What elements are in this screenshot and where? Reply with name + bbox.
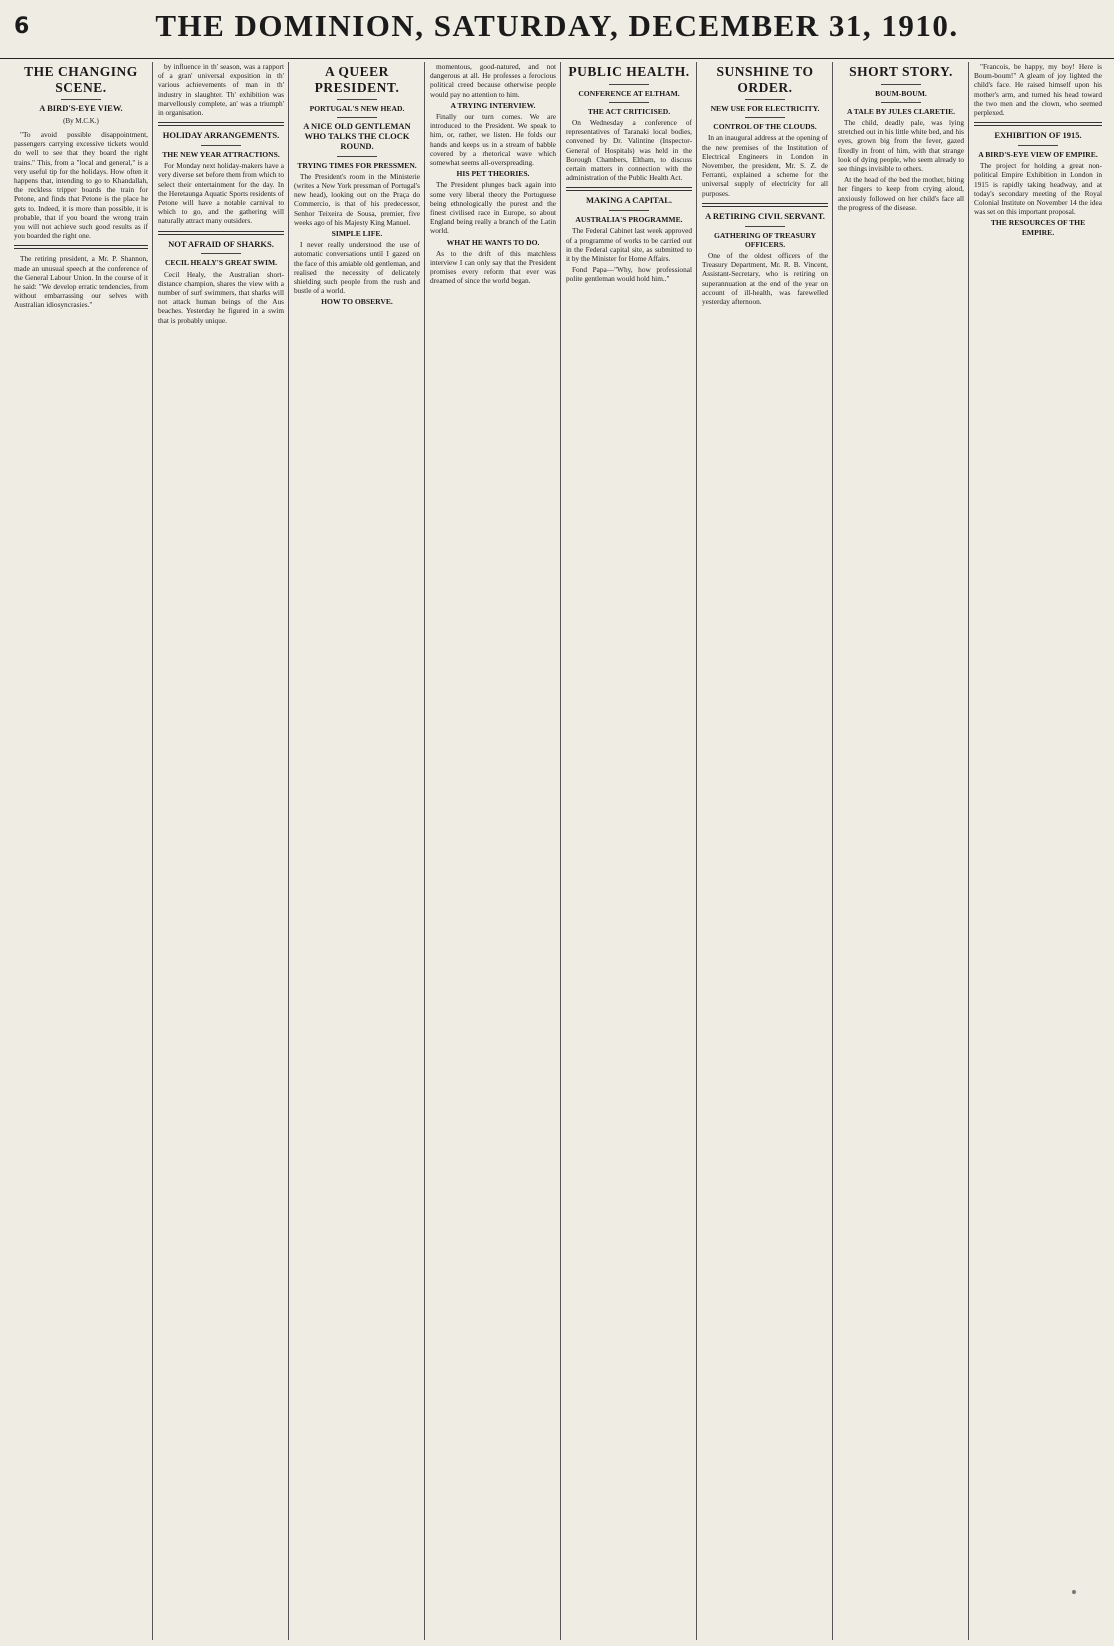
article-headline: A RETIRING CIVIL SERVANT. (705, 210, 825, 221)
article-paragraph: momentous, good-natured, and not dangerous at all. He professes a ferocious political creed because otherwise people would pay no attention to him. (430, 62, 556, 99)
section-heading: HOW TO OBSERVE. (321, 297, 393, 307)
article-paragraph: Cecil Healy, the Australian short-distance champion, shares the view with a number of surf swimmers, that sharks will not attack human beings of the Aus beaches. Yesterday he figured in a swim that is probably unique. (158, 269, 284, 325)
article-paragraph: The child, deadly pale, was lying stretched out in his little white bed, and his eyes, grown big from the fever, gazed fixedly in front of him, with that strange look of dying people, who seem already to see things invisible to others. (838, 117, 964, 173)
article-paragraph: The President plunges back again into some very liberal theory the Portuguese being ethnologically the purest and the finest civilised race in Europe, so about England being really a branch of the Latin world. (430, 180, 556, 236)
article-subheadline: CONFERENCE AT ELTHAM. (578, 88, 680, 98)
section-heading: HIS PET THEORIES. (456, 169, 530, 179)
column-rule (968, 62, 969, 1640)
column-rule (288, 62, 289, 1640)
article-headline: NOT AFRAID OF SHARKS. (168, 238, 274, 249)
article-subheadline: THE NEW YEAR ATTRACTIONS. (162, 149, 280, 159)
newspaper-title: THE DOMINION, SATURDAY, DECEMBER 31, 1910. (155, 8, 959, 43)
article-headline: MAKING A CAPITAL. (585, 195, 673, 206)
article-subheadline: A BIRD'S-EYE VIEW. (39, 103, 123, 114)
article-paragraph: I never really understood the use of automatic conversations until I gazed on the face of this amiable old gentleman, and realised the necessity of delicately shielding such people from the rush and bustle of a world. (294, 240, 420, 296)
article-paragraph: The Federal Cabinet last week approved of a programme of works to be carried out in the Federal capital site, as submitted to it by the Minister for Home Affairs. (566, 226, 692, 263)
column-rule (152, 62, 153, 1640)
article-headline: SHORT STORY. (849, 64, 953, 79)
article-headline: A QUEER PRESIDENT. (314, 64, 400, 95)
page-number: 6 (14, 14, 30, 39)
article-subheadline: A TALE BY JULES CLARETIE. (846, 106, 956, 116)
article-paragraph: Finally our turn comes. We are introduced to the President. We speak to him, or, rather, we listen. He folds our hands and keeps us in a stream of babble covered by a rhetorical wave which somewhat seems all-overspreading. (430, 112, 556, 168)
article-subheadline: GATHERING OF TREASURY OFFICERS. (713, 230, 817, 249)
section-heading: SIMPLE LIFE. (331, 228, 383, 238)
section-heading: WHAT HE WANTS TO DO. (446, 237, 540, 247)
article-paragraph: The retiring president, a Mr. P. Shannon, made an unusual speech at the conference of the General Labour Union. In the course of it he said: "We develop erratic tendencies, from without embarrassing our selves with Australian idiosyncrasies." (14, 254, 148, 310)
column-2 (158, 62, 284, 1640)
section-heading: A TRYING INTERVIEW. (450, 100, 536, 110)
article-subheadline: A NICE OLD GENTLEMAN WHO TALKS THE CLOCK ROUND. (303, 121, 411, 151)
column-rule (424, 62, 425, 1640)
article-subheadline: CECIL HEALY'S GREAT SWIM. (164, 258, 278, 268)
article-subheadline: A BIRD'S-EYE VIEW OF EMPIRE. (978, 149, 1098, 159)
article-paragraph: "Francois, be happy, my boy! Here is Boum-boum!" A gleam of joy lighted the child's face. He raised himself upon his mother's arm, and turned his head toward the two men and the clown, who seemed perplexed. (974, 62, 1102, 118)
article-headline: EXHIBITION OF 1915. (994, 130, 1082, 141)
column-6 (702, 62, 828, 1640)
article-subheadline: PORTUGAL'S NEW HEAD. (309, 104, 405, 114)
column-5 (566, 62, 692, 1640)
article-subheadline: BOUM-BOUM. (875, 88, 927, 98)
article-byline: (By M.C.K.) (63, 116, 99, 125)
article-paragraph: The President's room in the Ministerie (writes a New York pressman of Portugal's new head), looking out on the Praça do Commercio, is that of his predecessor, Senhor Teixeira de Sousa, premier, five weeks ago of his Majesty King Manuel. (294, 171, 420, 227)
article-paragraph: One of the oldest officers of the Treasury Department, Mr. R. B. Vincent, Assistant-Secretary, who is retiring on superannuation at the end of the year on account of ill-health, was farewelled yesterday afternoon. (702, 251, 828, 307)
article-paragraph: In an inaugural address at the opening of the new premises of the Institution of Electrical Engineers in London in November, the president, Mr. S. Z. de Ferranti, explained a scheme for the universal supply of electricity for all purposes. (702, 133, 828, 198)
column-rule (560, 62, 561, 1640)
article-headline: THE CHANGING SCENE. (24, 64, 138, 95)
article-subheadline: THE ACT CRITICISED. (587, 106, 671, 116)
article-subheadline: NEW USE FOR ELECTRICITY. (710, 104, 820, 114)
article-paragraph: As to the drift of this matchless interview I can only say that the President promises every reform that ever was dreamed of since the world began. (430, 248, 556, 286)
section-heading: THE RESOURCES OF THE EMPIRE. (990, 218, 1086, 237)
article-subheadline: AUSTRALIA'S PROGRAMME. (575, 215, 683, 225)
article-subheadline: CONTROL OF THE CLOUDS. (713, 122, 817, 132)
article-subheadline: TRYING TIMES FOR PRESSMEN. (297, 160, 417, 170)
column-1 (14, 62, 148, 1640)
article-paragraph: At the head of the bed the mother, biting her fingers to keep from crying aloud, anxiously followed on her child's face all the progress of the disease. (838, 175, 964, 212)
article-paragraph: The project for holding a great non-political Empire Exhibition in London in 1915 is rapidly taking headway, and at today's secondary meeting of the Royal Colonial Institute on November 14 the idea was set on this important proposal. (974, 161, 1102, 217)
article-headline: PUBLIC HEALTH. (568, 64, 690, 79)
article-paragraph: On Wednesday a conference of representatives of Taranaki local bodies, convened by Dr. Valintine (Inspector-General of Hospitals) was held in the Borough Chambers, Eltham, to discuss certain matters in connection with the administration of the Public Health Act. (566, 117, 692, 183)
column-4 (430, 62, 556, 1640)
article-paragraph: "To avoid possible disappointment, passengers carrying excessive tickets would do well to see that they board the right trains." This, from a "local and general," is a very useful tip for the holidays. How often it happens that, intending to go to Khandallah, the reckless tripper boards the train for Petone, and finds that Petone is the place he gets to. Indeed, it is more than possible, it is probable, that if you board the wrong train you will not achieve such good results as if you boarded the right one. (14, 130, 148, 241)
column-7 (838, 62, 964, 1640)
article-paragraph: Fond Papa—"Why, how professional polite gentleman would hold him.." (566, 265, 692, 284)
article-headline: HOLIDAY ARRANGEMENTS. (162, 130, 280, 141)
column-8 (974, 62, 1102, 1640)
column-3 (294, 62, 420, 1640)
print-speck (1072, 1590, 1076, 1594)
masthead (0, 0, 1114, 59)
column-rule (832, 62, 833, 1640)
article-paragraph: For Monday next holiday-makers have a very diverse set before them from which to select their entertainment for the day. In the Heretaunga Aquatic Sports residents of Petone will have a notable carnival to which to go, and the gathering will naturally attract many outsiders. (158, 161, 284, 226)
article-paragraph: by influence in th' season, was a rapport of a gran' universal exposition in th' various achievements of man in th' industry in slaughter. Th' exhibition was marvellously complete, an' was a triumph' in organisation. (158, 62, 284, 118)
column-rule (696, 62, 697, 1640)
article-headline: SUNSHINE TO ORDER. (716, 64, 814, 95)
